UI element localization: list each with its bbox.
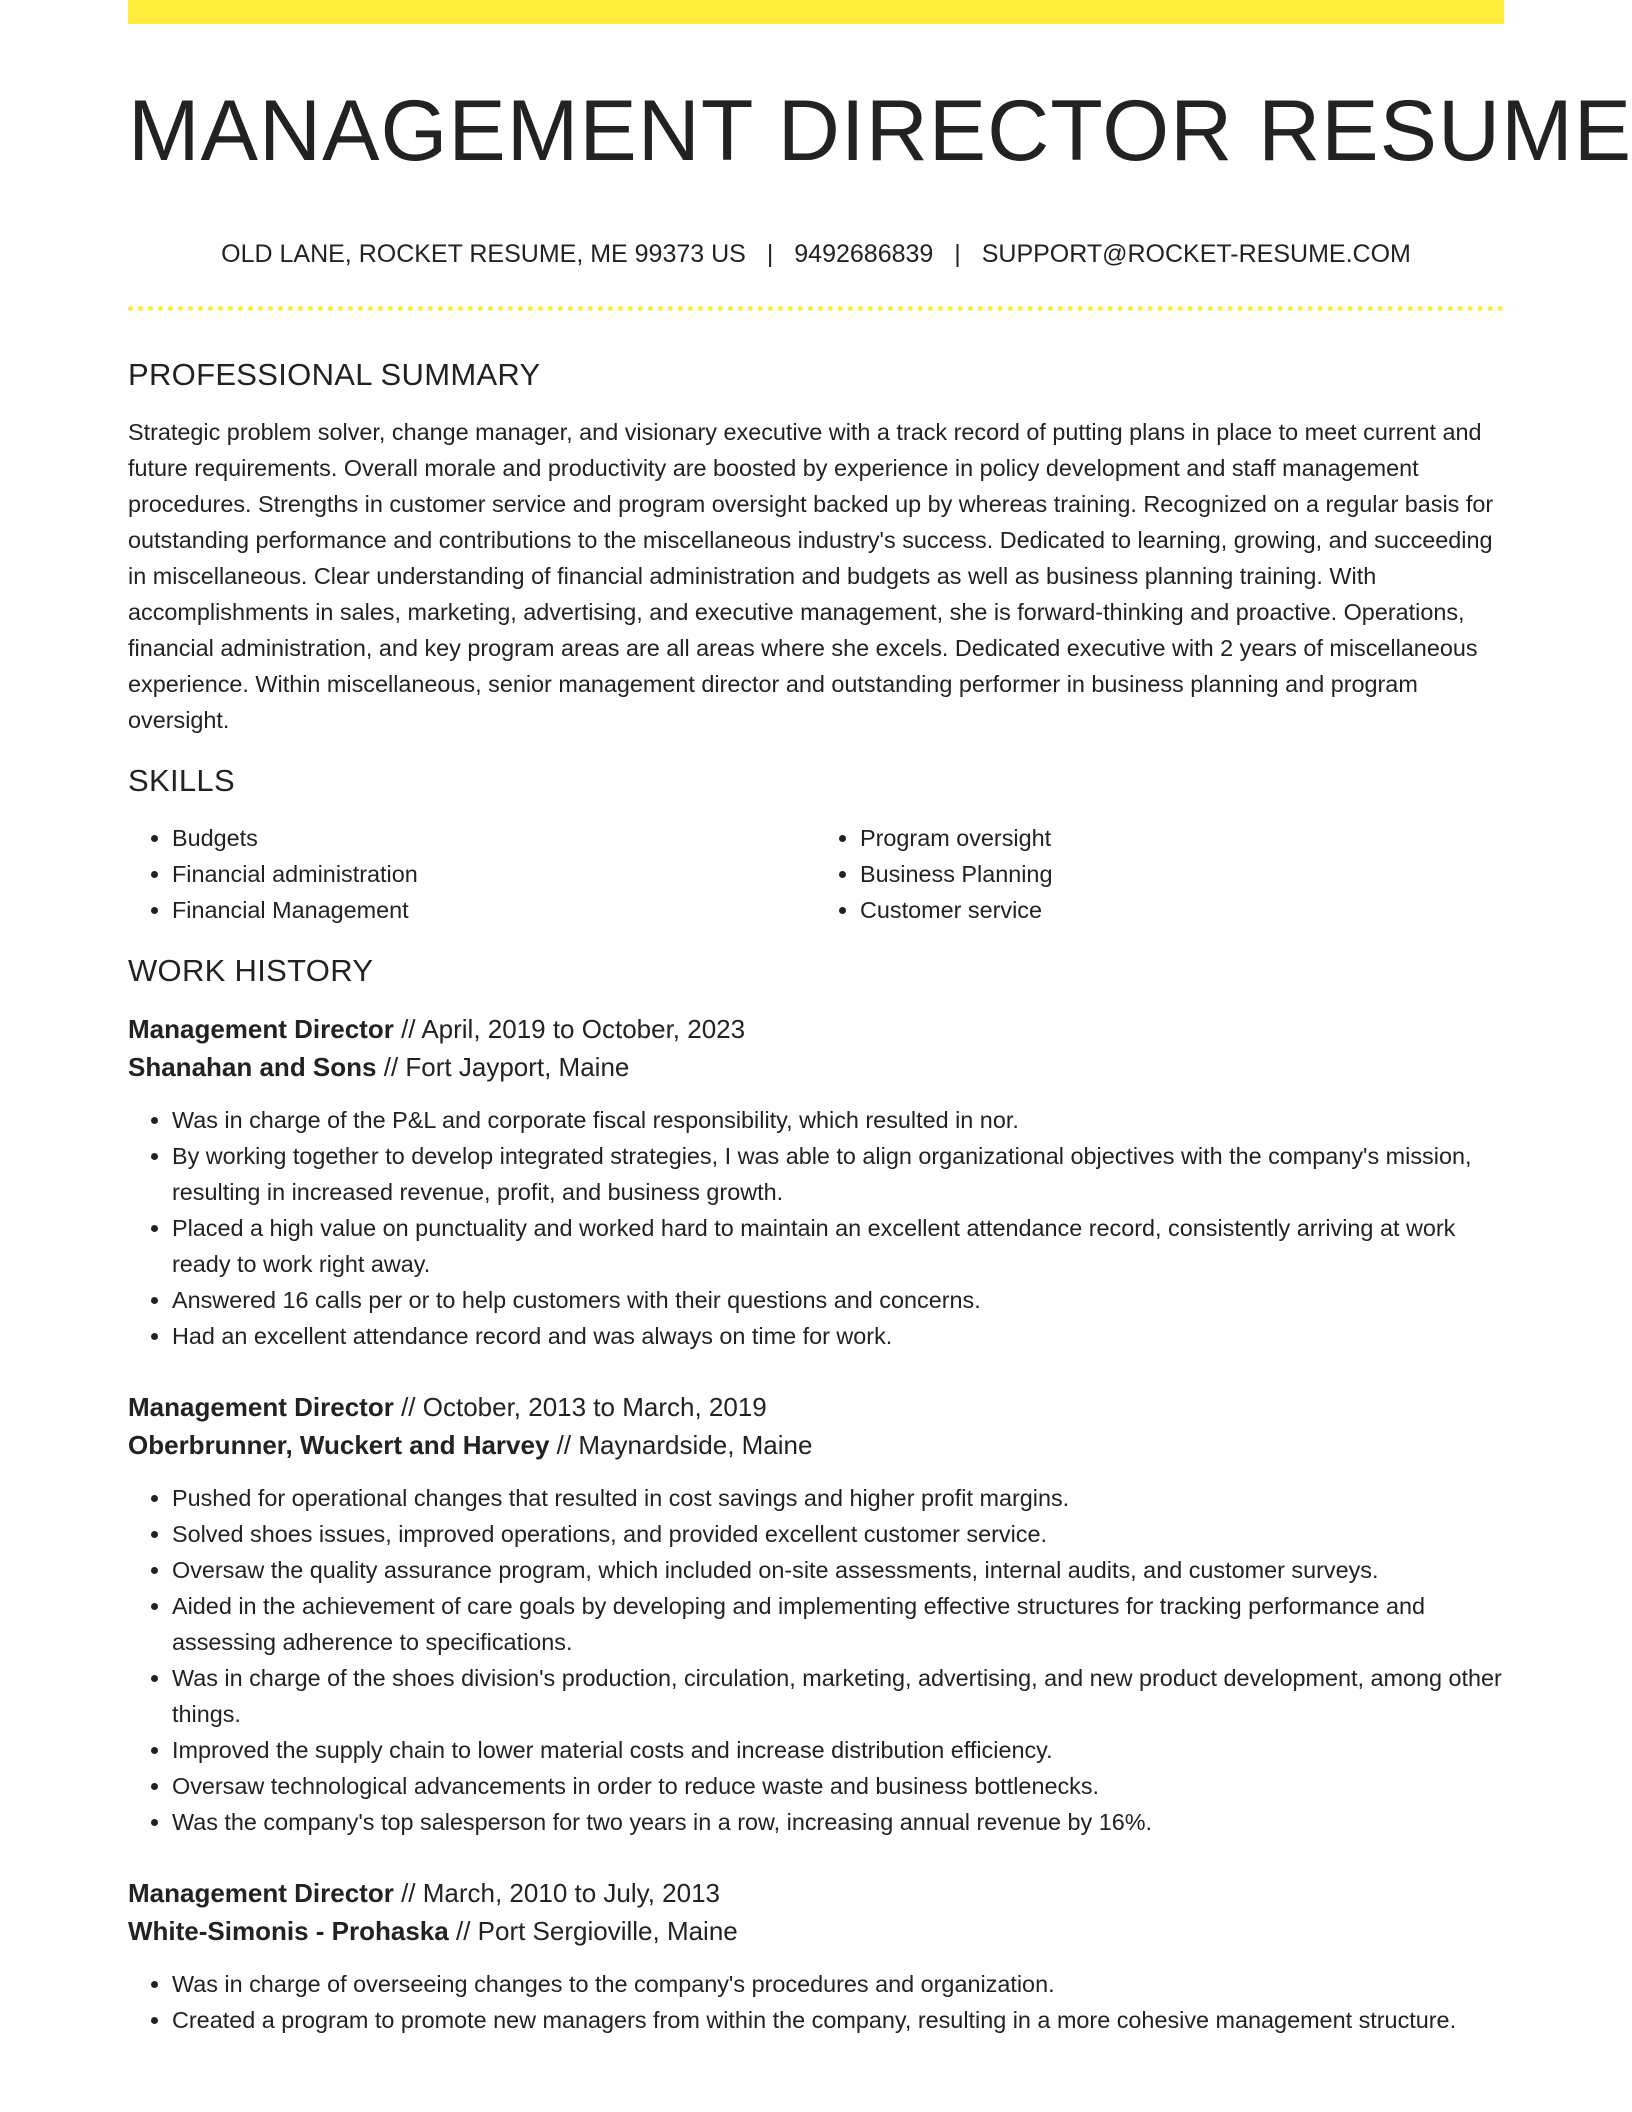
skill-item: • Customer service <box>860 892 1504 928</box>
contact-separator: | <box>766 240 774 268</box>
accent-bar <box>128 0 1504 24</box>
job-bullet: • Was in charge of overseeing changes to the company's procedures and organization. <box>172 1966 1504 2002</box>
job-role-line <box>128 1010 1504 1048</box>
resume-sections <box>128 354 1504 2072</box>
work-history-heading: WORK HISTORY <box>128 953 374 988</box>
job-company-line <box>128 1426 1504 1464</box>
job-bullet: • Was in charge of the shoes division's production, circulation, marketing, advertising, and new product development, among other things. <box>172 1660 1504 1732</box>
job-role: Management Director <box>128 1014 394 1044</box>
job-role-line <box>128 1874 1504 1912</box>
job-company-line <box>128 1912 1504 1950</box>
job-role: Management Director <box>128 1392 394 1422</box>
job-role: Management Director <box>128 1878 394 1908</box>
job-bullet: • Was the company's top salesperson for two years in a row, increasing annual revenue by 16%. <box>172 1804 1504 1840</box>
skills-columns <box>128 820 1504 928</box>
job-dates: // March, 2010 to July, 2013 <box>401 1878 720 1908</box>
job-entry <box>128 1874 1504 2038</box>
skill-item: • Program oversight <box>860 820 1504 856</box>
contact-line <box>128 236 1504 272</box>
summary-text: Strategic problem solver, change manager, and visionary executive with a track record of putting plans in place to meet current and future requirements. Overall morale and productivity are boosted by experience in policy development and staff management procedures. Strengths in customer service and program oversight backed up by whereas training. Recognized on a regular basis for outstanding performance and contributions to the miscellaneous industry's success. Dedicated to learning, growing, and succeeding in miscellaneous. Clear understanding of financial administration and budgets as well as business planning training. With accomplishments in sales, marketing, advertising, and executive management, she is forward-thinking and proactive. Operations, financial administration, and key program areas are all areas where she excels. Dedicated executive with 2 years of miscellaneous experience. Within miscellaneous, senior management director and outstanding performer in business planning and program oversight. <box>128 419 1494 733</box>
skill-item: • Financial administration <box>172 856 816 892</box>
summary-heading: PROFESSIONAL SUMMARY <box>128 357 541 392</box>
job-bullet: • Oversaw technological advancements in order to reduce waste and business bottlenecks. <box>172 1768 1504 1804</box>
job-bullet: • Answered 16 calls per or to help customers with their questions and concerns. <box>172 1282 1504 1318</box>
contact-separator: | <box>954 240 961 268</box>
job-location: // Port Sergioville, Maine <box>455 1916 738 1946</box>
job-company: Oberbrunner, Wuckert and Harvey <box>128 1430 550 1460</box>
job-dates: // October, 2013 to March, 2019 <box>401 1392 767 1422</box>
job-bullet: • Had an excellent attendance record and was always on time for work. <box>172 1318 1504 1354</box>
job-bullet: • Improved the supply chain to lower material costs and increase distribution efficiency. <box>172 1732 1504 1768</box>
job-company: White-Simonis - Prohaska <box>128 1916 449 1946</box>
job-dates: // April, 2019 to October, 2023 <box>401 1014 746 1044</box>
job-company-line <box>128 1048 1504 1086</box>
job-role-line <box>128 1388 1504 1426</box>
job-location: // Maynardside, Maine <box>556 1430 813 1460</box>
job-bullet: • Oversaw the quality assurance program, which included on-site assessments, internal audits, and customer surveys. <box>172 1552 1504 1588</box>
job-bullet: • Solved shoes issues, improved operations, and provided excellent customer service. <box>172 1516 1504 1552</box>
job-bullet: • Created a program to promote new managers from within the company, resulting in a more cohesive management structure. <box>172 2002 1504 2038</box>
work-history-section <box>128 950 1504 2038</box>
skills-heading: SKILLS <box>128 763 235 798</box>
job-bullet: • Pushed for operational changes that resulted in cost savings and higher profit margins. <box>172 1480 1504 1516</box>
dotted-divider <box>128 306 1504 311</box>
contact-email: SUPPORT@ROCKET-RESUME.COM <box>981 240 1411 268</box>
job-bullet: • Was in charge of the P&L and corporate fiscal responsibility, which resulted in nor. <box>172 1102 1504 1138</box>
skills-section <box>128 760 1504 928</box>
skill-item: • Financial Management <box>172 892 816 928</box>
job-bullets <box>128 1102 1504 1354</box>
job-entry <box>128 1388 1504 1840</box>
contact-address: OLD LANE, ROCKET RESUME, ME 99373 US <box>221 240 746 268</box>
job-location: // Fort Jayport, Maine <box>383 1052 630 1082</box>
job-bullet: • By working together to develop integrated strategies, I was able to align organizational objectives with the company's mission, resulting in increased revenue, profit, and business growth. <box>172 1138 1504 1210</box>
job-bullet: • Placed a high value on punctuality and worked hard to maintain an excellent attendance record, consistently arriving at work ready to work right away. <box>172 1210 1504 1282</box>
job-company: Shanahan and Sons <box>128 1052 377 1082</box>
job-bullets <box>128 1966 1504 2038</box>
skills-list-right <box>816 820 1504 928</box>
summary-section <box>128 354 1504 738</box>
skill-item: • Budgets <box>172 820 816 856</box>
skills-list-left <box>128 820 816 928</box>
resume-title: MANAGEMENT DIRECTOR RESUME <box>128 83 1632 179</box>
skill-item: • Business Planning <box>860 856 1504 892</box>
job-bullet: • Aided in the achievement of care goals by developing and implementing effective structures for tracking performance and assessing adherence to specifications. <box>172 1588 1504 1660</box>
job-entry <box>128 1010 1504 1354</box>
contact-phone: 9492686839 <box>794 240 934 268</box>
job-bullets <box>128 1480 1504 1840</box>
